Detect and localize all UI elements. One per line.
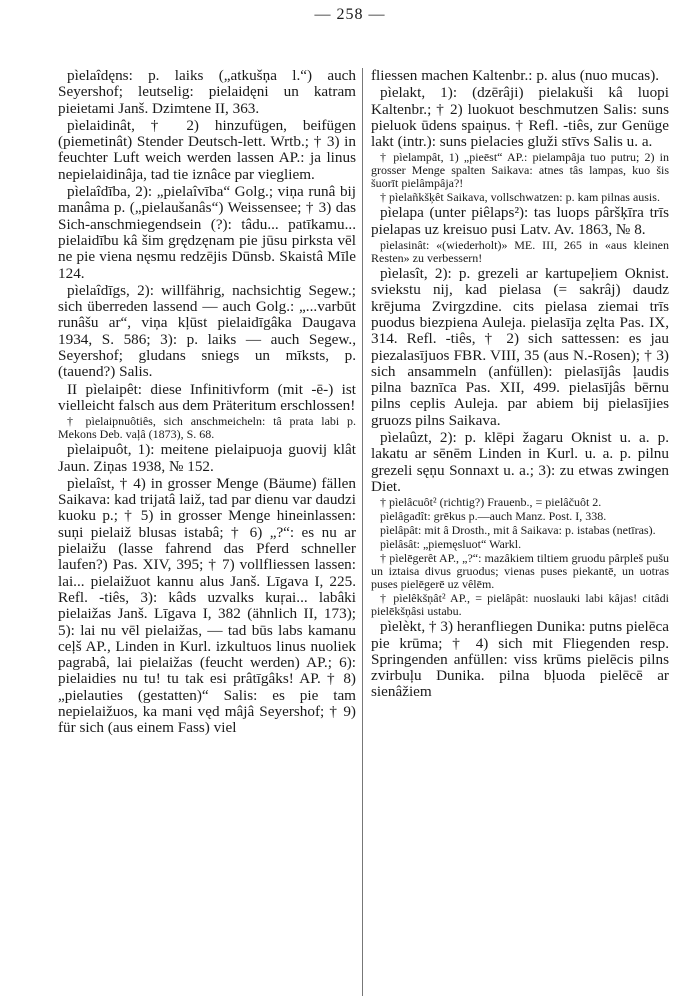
dictionary-entry: pìelaîst, † 4) in grosser Menge (Bäume) fällen Saikava: kad trijatâ laiž, tad par dienu var daudzi kuoku p.; † 5) in grosser Menge hineinlassen: suņi pielaiž blusas istabâ; † 6) „?“: es nu ar pielaižu (lasse fahrend das Pferd schneller laufen?) Pas. XIV, 395; † 7) vollfliessen lassen: lai... pielaižuot kannu alus Janš. Līgava I, 225. Refl. -tiês, 3): kâds uzvalks kuŗai... labâki pielaižas Janš. Līgava I, 382 (ähnlich II, 173); 5): lai nu vēl pielaižas, — tad būs labs kamanu ceļš AP., Linden in Kurl. izkultuos linus nuoliek pagrabâ, lai pielaižas (feucht werden) AP.; 6): pielaidies nu tu! tu tak esi prâtīgâks! AP. † 8) „pielauties (gestatten)“ Salis: es pie tam nepielaižuos, ka mani vęd mâjâ Seyershof; † 9) für sich (aus einem Fass) viel [58,474,356,737]
dictionary-entry: pìelasît, 2): p. grezeli ar kartupeļiem Oknist. sviekstu nij, kad pielasa (= sakrâj) daudz krējuma Zvirgzdine. cits pielasa ziemai trīs puodus biezpiena Auleja. pielasīja zęlta Pas. IX, 314. Refl. -tiês, † 2) sich sattessen: es jau piezalasījuos FBR. VIII, 35 (aus N.-Rosen); † 3) sich ansammeln (anfüllen): pielasījâs ļaudis pilna baznīca Pas. XII, 499. pielasījâs bērnu pilns ceplis Auleja. par abiem bij pielasījies gruozs pilns Saikava. [371,265,669,429]
dictionary-entry: pìelâpât: mit â Drosth., mit â Saikava: p. istabas (netīras). [380,523,656,538]
dictionary-entry: pìelaidinât, † 2) hinzufügen, beifügen (piemetinât) Stender Deutsch-lett. Wrtb.; † 3) in feuchter Luft weich werden lassen AP.: ja linus nepielaidinâja, tad tie iznâce par viegliem. [58,116,356,183]
dictionary-entry: † pìelañkšķêt Saikava, vollschwatzen: p. kam pilnas ausis. [380,190,660,205]
dictionary-entry: pìelaîdęns: p. laiks („atkušņa l.“) auch Seyershof; leutselig: pielaidęni un katram pieietami Janš. Dzimtene II, 363. [58,68,356,117]
dictionary-entry: pìelèkt, † 3) heranfliegen Dunika: putns pielēca pie krūma; † 4) sich mit Fliegenden resp. Springenden anfüllen: viss krūms pielēcis pilns zvirbuļu Dunika. pilna bļuoda pielēcē ar sienâžiem [371,618,669,701]
column-divider [362,68,363,996]
right-column [371,68,669,996]
dictionary-entry: † pìelêkšņât² AP., = pielâpât: nuoslauki labi kâjas! citâdi pielēkšņâsi ustabu. [371,591,669,619]
dictionary-entry: pìelaûzt, 2): p. klēpi žagaru Oknist u. a. p. lakatu ar sēnēm Linden in Kurl. u. a. p. pilnu grezeli sęņu Sonnaxt u. a.; 3): zu etwas zwingen Diet. [371,429,669,495]
left-column [58,68,356,996]
dictionary-entry: † pìelâcuôt² (richtig?) Frauenb., = pielâčuôt 2. [380,495,602,510]
dictionary-entry: † pìelampât, 1) „pieēst“ AP.: pielampâja tuo putru; 2) in grosser Menge spalten Saikava: atnes tâs lampas, kuo šis šuorīt pielâmpâja?! [371,150,669,191]
dictionary-entry: pìelaipuôt, 1): meitene pielaipuoja guovij klât Jaun. Ziņas 1938, № 152. [58,441,356,475]
dictionary-entry: pìelâsât: „piemęsluot“ Warkl. [380,537,522,552]
dictionary-entry: pìelasinât: «(wiederholt)» ME. III, 265 in «aus kleinen Resten» zu verbessern! [371,238,669,266]
page-number: — 258 — [314,6,386,23]
dictionary-entry: II pìelaipêt: diese Infinitivform (mit -ē-) ist vielleicht falsch aus dem Präteritum erschlossen! [58,380,356,414]
dictionary-entry: pìelaîdība, 2): „pielaîvība“ Golg.; viņa runâ bij manâma p. („pielaušanâs“) Weissensee; † 3) das Sich-anschmiegendsein (?): tâdu... patīkamu... pielaidību kâ šim grędzęnam pie jūsu pirksta vēl ne pie viena nęsmu redzējis Dūnsb. Skaistâ Mīle 124. [58,183,356,282]
dictionary-entry: † pìelēgerêt AP., „?“: mazâkiem tiltiem gruodu pârpleš pušu un iztaisa divus gruodus; vienas puses piekantē, un uotras puses pielēgerē uz vêlēm. [371,551,669,592]
dictionary-entry: pìelâgadît: grēkus p.—auch Manz. Post. I, 338. [380,509,607,524]
dictionary-entry: fliessen machen Kaltenbr.: p. alus (nuo mucas). [371,68,660,84]
dictionary-entry: pìelaîdīgs, 2): willfährig, nachsichtig Segew.; sich überreden lassend — auch Golg.: „...varbūt runâšu ar“, viņa kļūst pielaidīgâka Daugava 1934, S. 586; 3): p. laiks — auch Segew., Seyershof; gludans sniegs un mīksts, p. (tauend?) Salis. [58,281,356,381]
dictionary-entry: pìelakt, 1): (dzērâji) pielakuši kâ luopi Kaltenbr.; † 2) luokuot beschmutzen Salis: suns pieluok ūdens spaiņus. † Refl. -tiês, zur Genüge lakt (intr.): suns pielacies gluži stīvs Salis u. a. [371,84,669,151]
dictionary-entry: pìelapa (unter piêlaps²): tas luops pâršķīra trīs pielapas uz kreisuo pusi Latv. Av. 1863, № 8. [371,204,669,238]
dictionary-entry: † pìelaipnuôtiês, sich anschmeicheln: tâ prata labi p. Mekons Deb. vaļâ (1873), S. 68. [58,414,356,442]
